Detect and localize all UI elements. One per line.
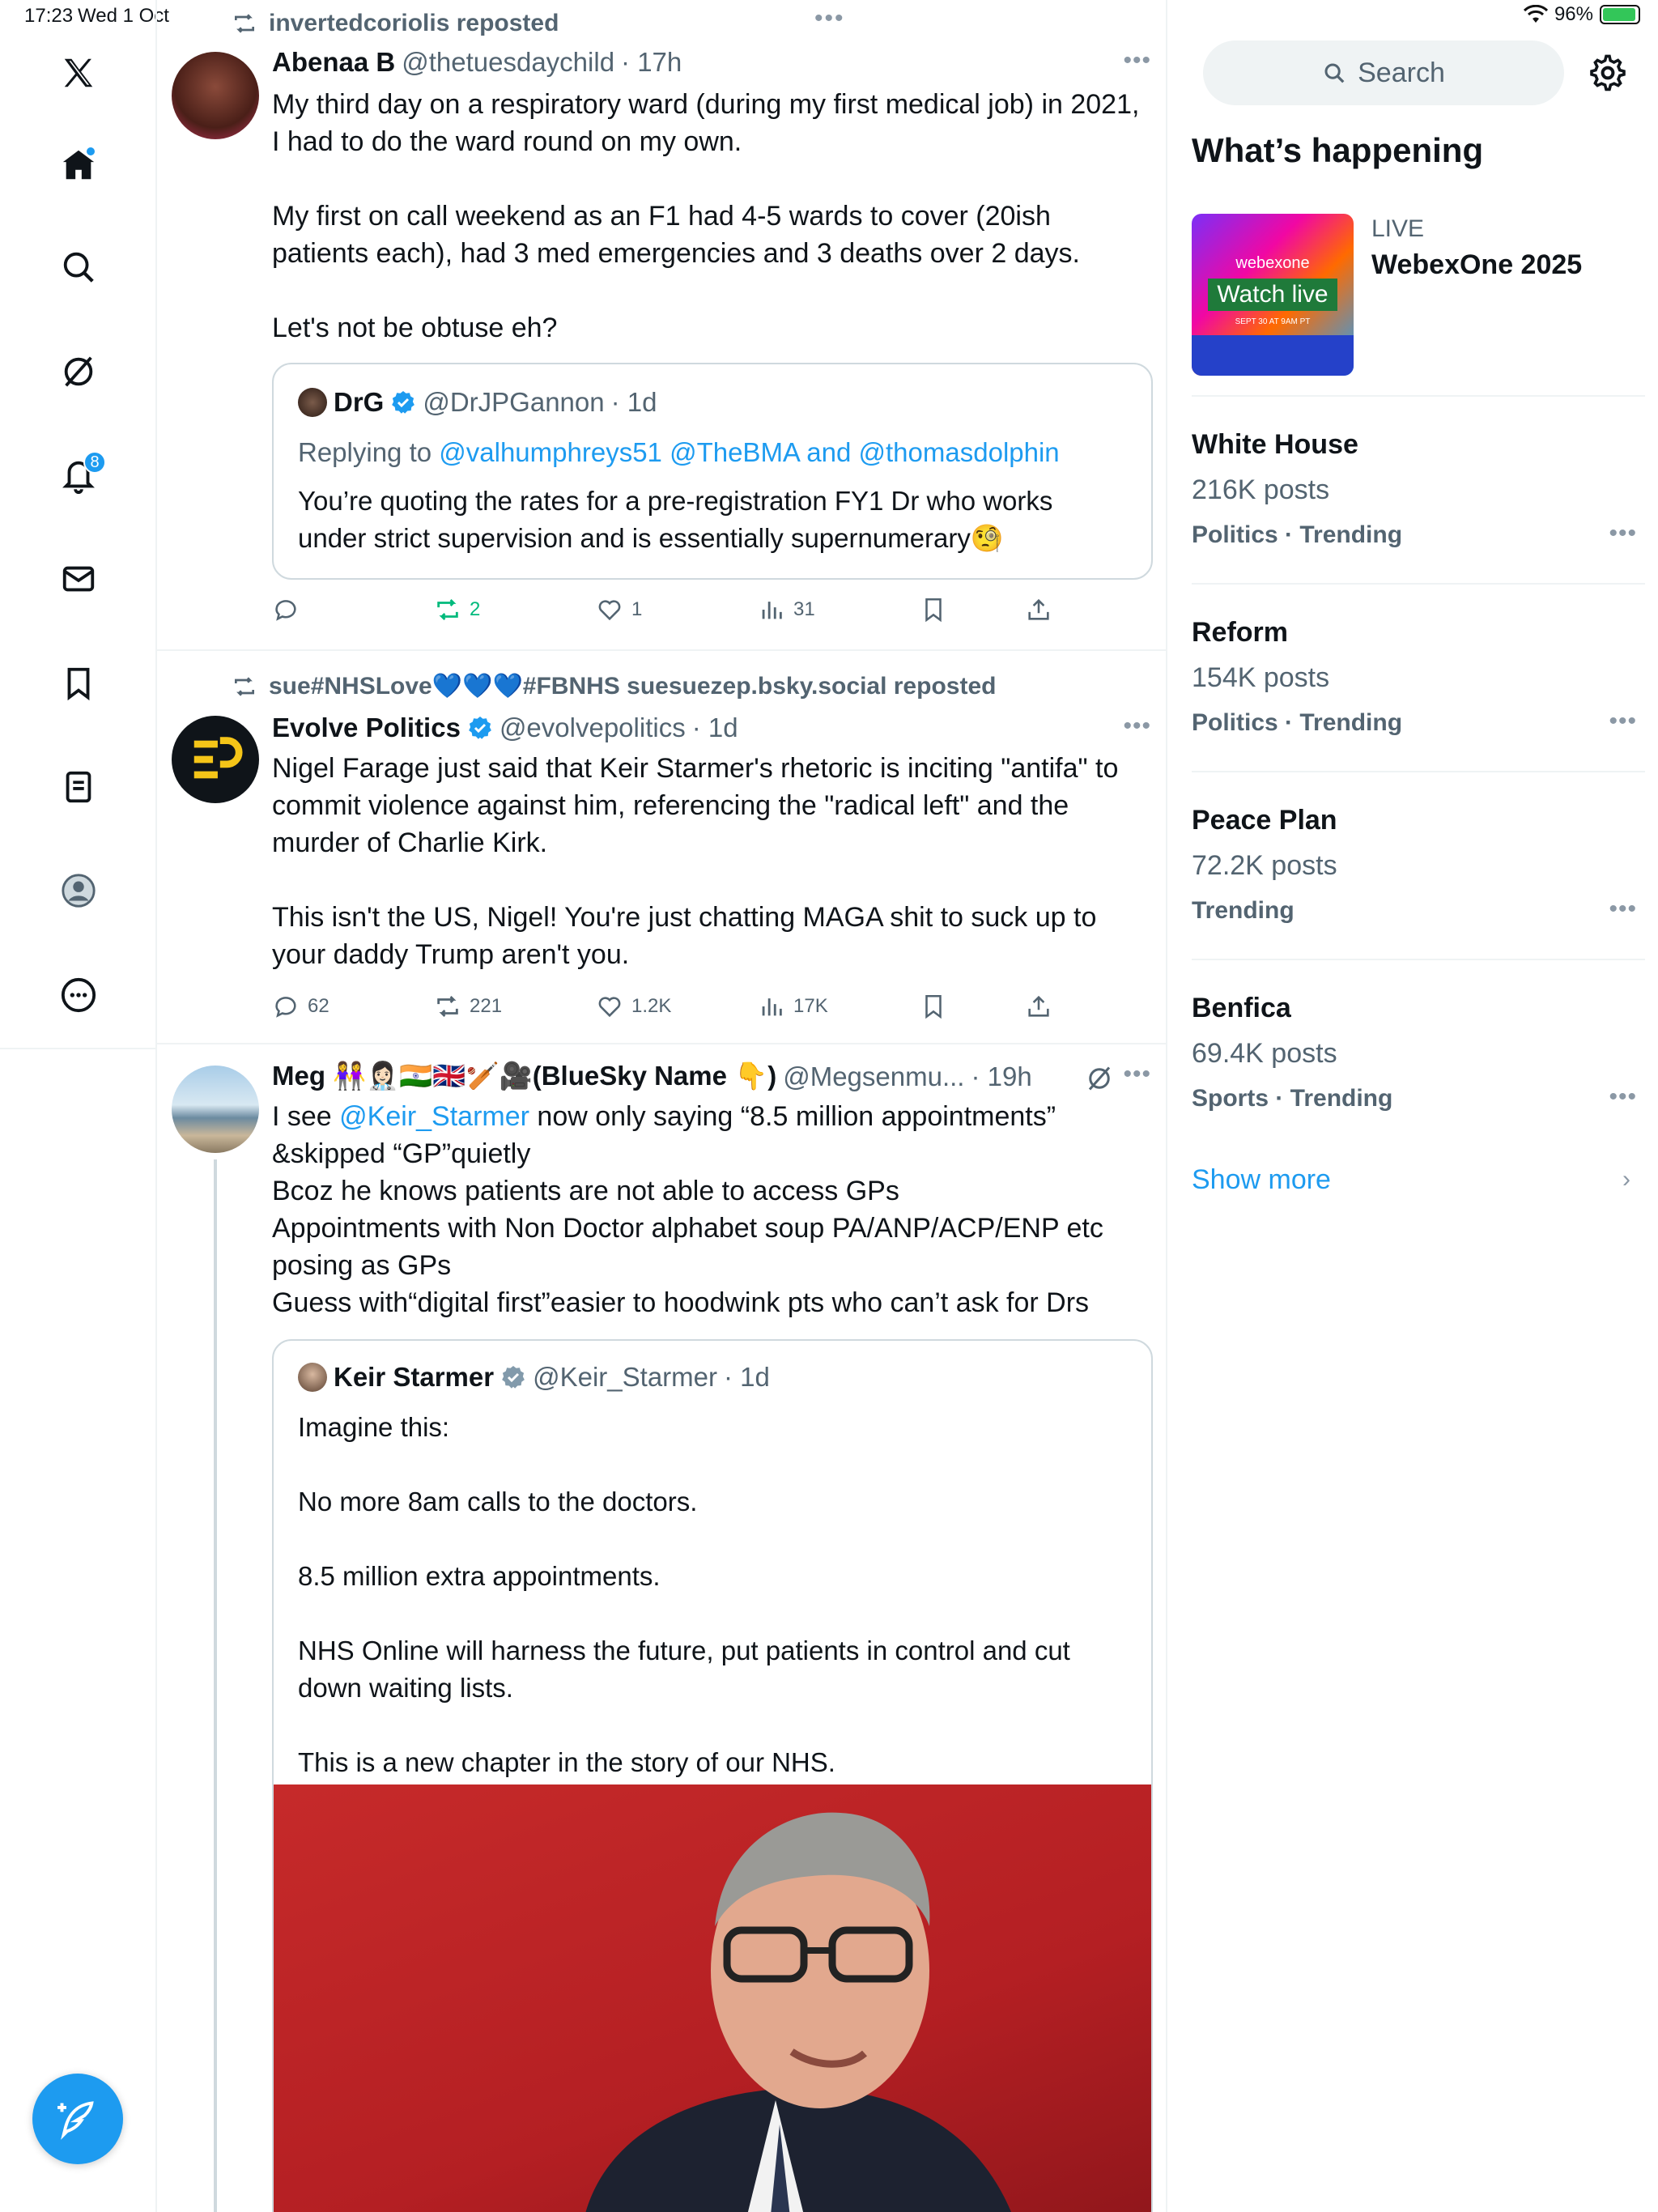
bookmark-button[interactable] [920, 986, 947, 1027]
tweet-meg[interactable] [157, 1046, 1167, 2212]
view-count: 31 [793, 598, 815, 620]
quote-replying-to [298, 434, 1132, 471]
replying-mentions[interactable]: @valhumphreys51 @TheBMA and @thomasdolphin [439, 437, 1060, 467]
tweet-header [272, 47, 682, 78]
repost-button[interactable] [434, 589, 480, 630]
tweet-header [272, 1061, 1032, 1092]
section-divider [1192, 583, 1645, 585]
section-divider [1192, 959, 1645, 960]
views-chart-icon [758, 993, 785, 1020]
tweet-text [272, 1098, 1154, 1321]
like-count: 1 [631, 598, 643, 620]
search-input[interactable] [1203, 40, 1564, 105]
notifications-bell-icon[interactable] [49, 446, 108, 504]
trend-category: Sports · Trending [1192, 1085, 1393, 1112]
trend-title: White House [1192, 429, 1358, 460]
trend-category: Trending [1192, 897, 1295, 924]
like-count: 1.2K [631, 995, 672, 1017]
verified-badge-icon [390, 389, 416, 415]
timeline [157, 0, 1167, 2212]
avatar[interactable] [172, 716, 259, 803]
battery-percent: 96% [1554, 3, 1593, 25]
multitask-dots-icon[interactable]: ••• [814, 5, 845, 32]
author-handle[interactable]: @Megsenmu... [783, 1061, 965, 1091]
grok-explain-icon[interactable] [1085, 1064, 1114, 1093]
tweet-text-post: now only saying “8.5 million appointments” &skipped “GP”quietly Bcoz he knows patients are not able to access GPs Appointments with Non Doctor alphabet soup PA/ANP/ACP/ENP etc posing as GPs Guess with“digital first”easier to hoodwink pts who can’t ask for Drs [272, 1101, 1103, 1318]
view-count: 17K [793, 995, 828, 1017]
share-button[interactable] [1025, 986, 1052, 1027]
reply-icon [272, 993, 300, 1020]
show-more-link[interactable]: Show more [1192, 1164, 1331, 1195]
gear-icon[interactable] [1588, 53, 1627, 92]
replying-prefix: Replying to [298, 437, 440, 467]
quote-time: · 1d [610, 387, 657, 417]
nav-divider [0, 1048, 157, 1049]
trend-post-count: 216K posts [1192, 474, 1330, 505]
tweet-header [272, 713, 738, 743]
trend-category: Politics · Trending [1192, 521, 1403, 548]
tweet-text: My third day on a respiratory ward (during my first medical job) in 2021, I had to do the ward round on my own. My first on call weekend as an F1 had 4-5 wards to cover (20ish patients each), had 3 med emergencies and 3 deaths over 2 days. Let's not be obtuse eh? [272, 89, 1140, 343]
repost-icon [434, 993, 461, 1020]
live-label: LIVE [1371, 215, 1425, 242]
trend-category: Politics · Trending [1192, 709, 1403, 736]
views-button[interactable] [758, 986, 828, 1027]
reply-count: 62 [308, 995, 329, 1017]
trend-more-icon[interactable]: ••• [1609, 708, 1637, 734]
bookmark-button[interactable] [920, 589, 947, 630]
tweet-more-icon[interactable]: ••• [1123, 47, 1151, 74]
tweet-abenaa[interactable] [157, 0, 1167, 651]
repost-label: sue#NHSLove💙💙💙#FBNHS suesuezep.bsky.social reposted [269, 673, 997, 700]
repost-icon [232, 674, 257, 700]
home-icon[interactable] [49, 136, 108, 194]
repost-icon [232, 11, 257, 36]
tweet-evolve-politics[interactable] [157, 653, 1167, 1044]
author-name[interactable]: Abenaa B [272, 47, 396, 77]
trend-item[interactable] [1192, 805, 1645, 934]
government-verified-badge-icon [500, 1364, 526, 1390]
compose-post-button[interactable] [32, 2074, 123, 2164]
repost-label: invertedcoriolis reposted [269, 10, 559, 36]
reply-button[interactable] [272, 986, 329, 1027]
evolve-politics-logo-icon [187, 731, 244, 788]
left-nav [0, 0, 157, 2212]
live-event-title[interactable]: WebexOne 2025 [1371, 249, 1583, 280]
share-icon [1025, 596, 1052, 623]
status-date: Wed 1 Oct [78, 5, 169, 27]
home-unread-dot [85, 146, 96, 157]
quote-header [298, 387, 657, 418]
trend-post-count: 69.4K posts [1192, 1038, 1337, 1069]
tweet-actions [272, 986, 1082, 1027]
lists-icon[interactable] [49, 758, 108, 816]
tweet-actions [272, 589, 1082, 630]
tweet-time[interactable]: · 19h [971, 1061, 1032, 1091]
mention-link[interactable]: @Keir_Starmer [339, 1101, 529, 1132]
trend-item[interactable] [1192, 429, 1645, 559]
trend-more-icon[interactable]: ••• [1609, 520, 1637, 547]
live-card-date: SEPT 30 AT 9AM PT [1235, 317, 1311, 326]
quote-avatar [298, 1363, 327, 1392]
repost-count: 221 [470, 995, 503, 1017]
quote-media-image[interactable] [274, 1784, 1153, 2212]
repost-indicator [232, 10, 559, 37]
heart-icon [596, 993, 623, 1020]
verified-badge-icon [467, 715, 493, 741]
repost-button[interactable] [434, 986, 502, 1027]
grok-icon[interactable] [49, 342, 108, 401]
status-time: 17:23 [24, 5, 74, 27]
trend-title: Peace Plan [1192, 805, 1337, 836]
live-event-thumbnail[interactable] [1192, 214, 1354, 376]
quote-text: Imagine this: No more 8am calls to the doctors. 8.5 million extra appointments. NHS Online will harness the future, put patients in control and cut down waiting lists. This is a new chapter in the story of our NHS. [298, 1412, 1070, 1777]
trend-title: Benfica [1192, 993, 1291, 1023]
views-chart-icon [758, 596, 785, 623]
x-logo-icon[interactable] [49, 44, 108, 102]
quote-author-handle: @DrJPGannon [423, 387, 605, 417]
live-card-brand: webexone [1235, 254, 1310, 272]
reply-icon [272, 596, 300, 623]
repost-count: 2 [470, 598, 481, 620]
repost-icon [434, 596, 461, 623]
reply-button[interactable] [272, 589, 308, 630]
tweet-more-icon[interactable]: ••• [1123, 1061, 1151, 1087]
quote-time: · 1d [724, 1362, 770, 1392]
author-handle[interactable]: @thetuesdaychild [402, 47, 615, 77]
quote-author-name: Keir Starmer [334, 1362, 495, 1392]
author-name[interactable]: Meg 👭👩🏻‍⚕️🇮🇳🇬🇧🏏🎥(BlueSky Name 👇) [272, 1061, 777, 1091]
quoted-tweet[interactable] [272, 1339, 1153, 2212]
messages-mail-icon[interactable] [49, 550, 108, 608]
share-button[interactable] [1025, 589, 1052, 630]
author-handle[interactable]: @evolvepolitics [499, 713, 686, 742]
more-options-icon[interactable] [49, 966, 108, 1024]
share-icon [1025, 993, 1052, 1020]
avatar[interactable] [172, 52, 259, 139]
views-button[interactable] [758, 589, 815, 630]
quote-author-handle: @Keir_Starmer [533, 1362, 717, 1392]
like-button[interactable] [596, 986, 671, 1027]
bookmark-icon [920, 993, 947, 1020]
tweet-more-icon[interactable]: ••• [1123, 713, 1151, 739]
bookmark-icon [920, 596, 947, 623]
tweet-text: Nigel Farage just said that Keir Starmer's rhetoric is inciting "antifa" to commit violence against him, referencing the "radical left" and the murder of Charlie Kirk. This isn't the US, Nigel! You're just chatting MAGA shit to suck up to your daddy Trump aren't you. [272, 753, 1119, 970]
heart-icon [596, 596, 623, 623]
trend-more-icon[interactable]: ••• [1609, 1083, 1637, 1110]
chevron-right-icon: › [1622, 1166, 1630, 1193]
quoted-tweet[interactable] [272, 363, 1153, 580]
quote-author-name: DrG [334, 387, 385, 417]
whats-happening-heading: What’s happening [1192, 131, 1484, 169]
trend-post-count: 154K posts [1192, 662, 1330, 693]
section-divider [1192, 395, 1645, 397]
like-button[interactable] [596, 589, 642, 630]
profile-avatar-icon[interactable] [49, 861, 108, 920]
watch-live-label: Watch live [1208, 279, 1337, 311]
repost-indicator [232, 672, 996, 700]
notifications-badge: 8 [83, 451, 106, 474]
trend-post-count: 72.2K posts [1192, 850, 1337, 881]
trend-item[interactable] [1192, 993, 1645, 1122]
quote-avatar [298, 388, 327, 417]
trend-more-icon[interactable]: ••• [1609, 895, 1637, 922]
tweet-time[interactable]: · 17h [621, 47, 682, 77]
avatar[interactable] [172, 1066, 259, 1153]
bookmarks-icon[interactable] [49, 654, 108, 713]
search-icon[interactable] [49, 238, 108, 296]
search-placeholder: Search [1358, 57, 1445, 88]
trend-title: Reform [1192, 617, 1289, 648]
quote-text: You’re quoting the rates for a pre-registration FY1 Dr who works under strict supervision and is essentially supernumerary🧐 [298, 486, 1053, 553]
tweet-time[interactable]: · 1d [691, 713, 738, 742]
author-name[interactable]: Evolve Politics [272, 713, 461, 742]
section-divider [1192, 771, 1645, 772]
search-icon [1322, 61, 1346, 85]
right-sidebar [1169, 0, 1658, 2212]
trend-item[interactable] [1192, 617, 1645, 747]
compose-feather-icon [57, 2098, 99, 2140]
thread-line [214, 1159, 217, 2212]
tweet-text-pre: I see [272, 1101, 340, 1132]
person-photo-illustration [274, 1784, 1153, 2212]
quote-header [298, 1362, 770, 1393]
